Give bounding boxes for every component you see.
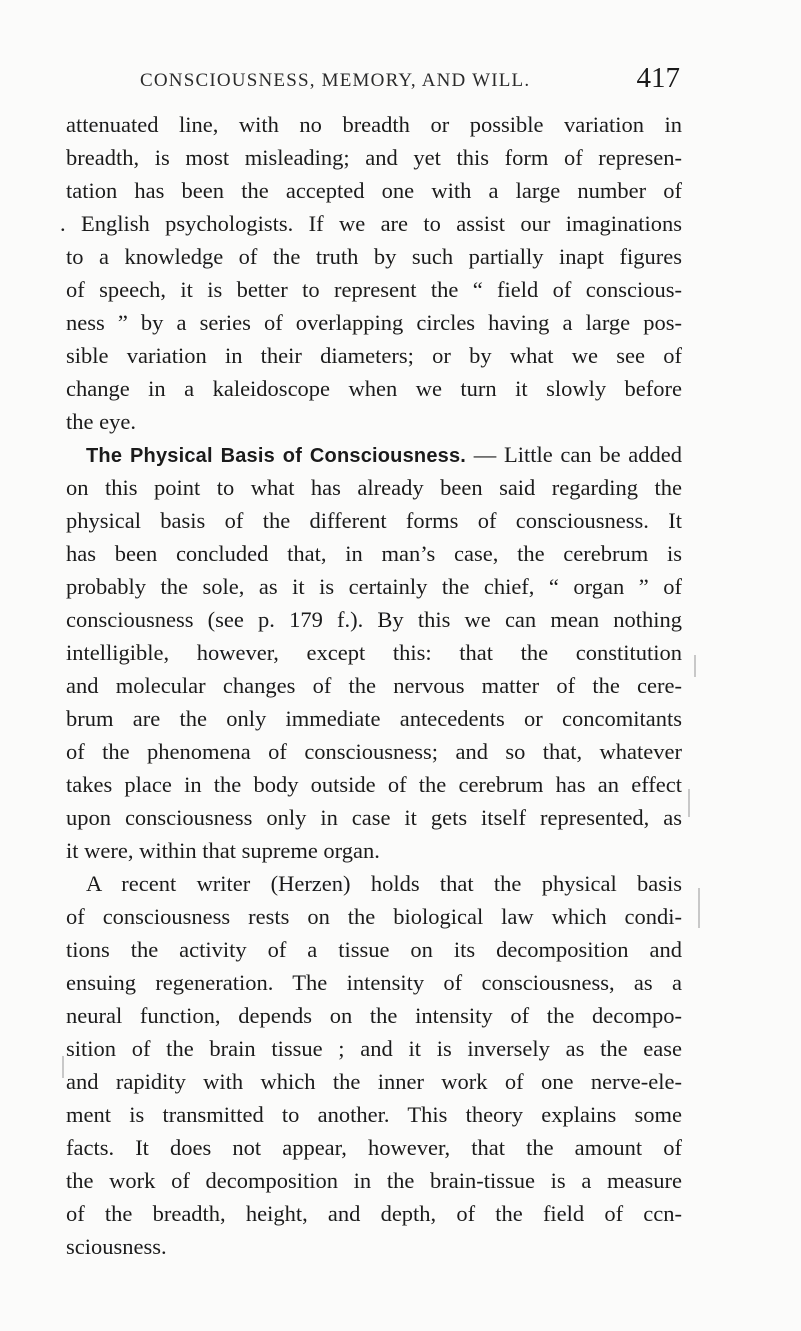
running-head [140,60,680,100]
text-line: the eye. [66,409,136,434]
text-line: sible variation in their diameters; or by what we see of [66,343,682,368]
page-edge-mark [694,655,696,677]
section-first-line [66,438,682,471]
text-line: and molecular changes of the nervous matter of the cere- [66,673,682,698]
text-line: neural function, depends on the intensity of the decompo- [66,1003,682,1028]
body-text [60,108,682,1263]
text-line: sciousness. [66,1234,167,1259]
text-line: tions the activity of a tissue on its decomposition and [66,937,682,962]
page-edge-mark [698,888,700,928]
page-edge-mark [688,789,690,817]
text-line: A recent writer (Herzen) holds that the physical basis [86,871,682,896]
text-line: takes place in the body outside of the cerebrum has an effect [66,772,682,797]
text-line: of the breadth, height, and depth, of the field of ccn- [66,1201,682,1226]
text-line: facts. It does not appear, however, that the amount of [66,1135,682,1160]
text-line: on this point to what has already been said regarding the [66,475,682,500]
section-opening-text: — Little can be added [466,442,682,467]
text-line: ment is transmitted to another. This theory explains some [66,1102,682,1127]
page-number: 417 [636,62,680,94]
text-line: brum are the only immediate antecedents or concomitants [66,706,682,731]
text-line: of consciousness rests on the biological law which condi- [66,904,682,929]
text-line: of the phenomena of consciousness; and so that, whatever [66,739,682,764]
section-heading: The Physical Basis of Consciousness. [86,445,467,467]
text-line: upon consciousness only in case it gets itself represented, as [66,805,682,830]
text-line: to a knowledge of the truth by such partially inapt figures [66,244,682,269]
text-line: change in a kaleidoscope when we turn it slowly before [66,376,682,401]
text-line: probably the sole, as it is certainly the chief, “ organ ” of [66,574,682,599]
text-line: tation has been the accepted one with a large number of [66,178,682,203]
text-line: sition of the brain tissue ; and it is inversely as the ease [66,1036,682,1061]
running-title: CONSCIOUSNESS, MEMORY, AND WILL. [140,70,531,91]
text-line: and rapidity with which the inner work of one nerve-ele- [66,1069,682,1094]
text-line: ness ” by a series of overlapping circles having a large pos- [66,310,682,335]
text-line: has been concluded that, in man’s case, the cerebrum is [66,541,682,566]
text-line: consciousness (see p. 179 f.). By this we can mean nothing [66,607,682,632]
text-line: breadth, is most misleading; and yet this form of represen- [66,145,682,170]
text-line: of speech, it is better to represent the “ field of conscious- [66,277,682,302]
text-line: intelligible, however, except this: that the constitution [66,640,682,665]
text-line: attenuated line, with no breadth or possible variation in [66,112,682,137]
text-line: physical basis of the different forms of consciousness. It [66,508,682,533]
page-edge-mark [62,1056,64,1078]
text-line: the work of decomposition in the brain-tissue is a measure [66,1168,682,1193]
text-line: . English psychologists. If we are to assist our imaginations [60,211,682,236]
text-line: it were, within that supreme organ. [66,838,380,863]
text-line: ensuing regeneration. The intensity of consciousness, as a [66,970,682,995]
